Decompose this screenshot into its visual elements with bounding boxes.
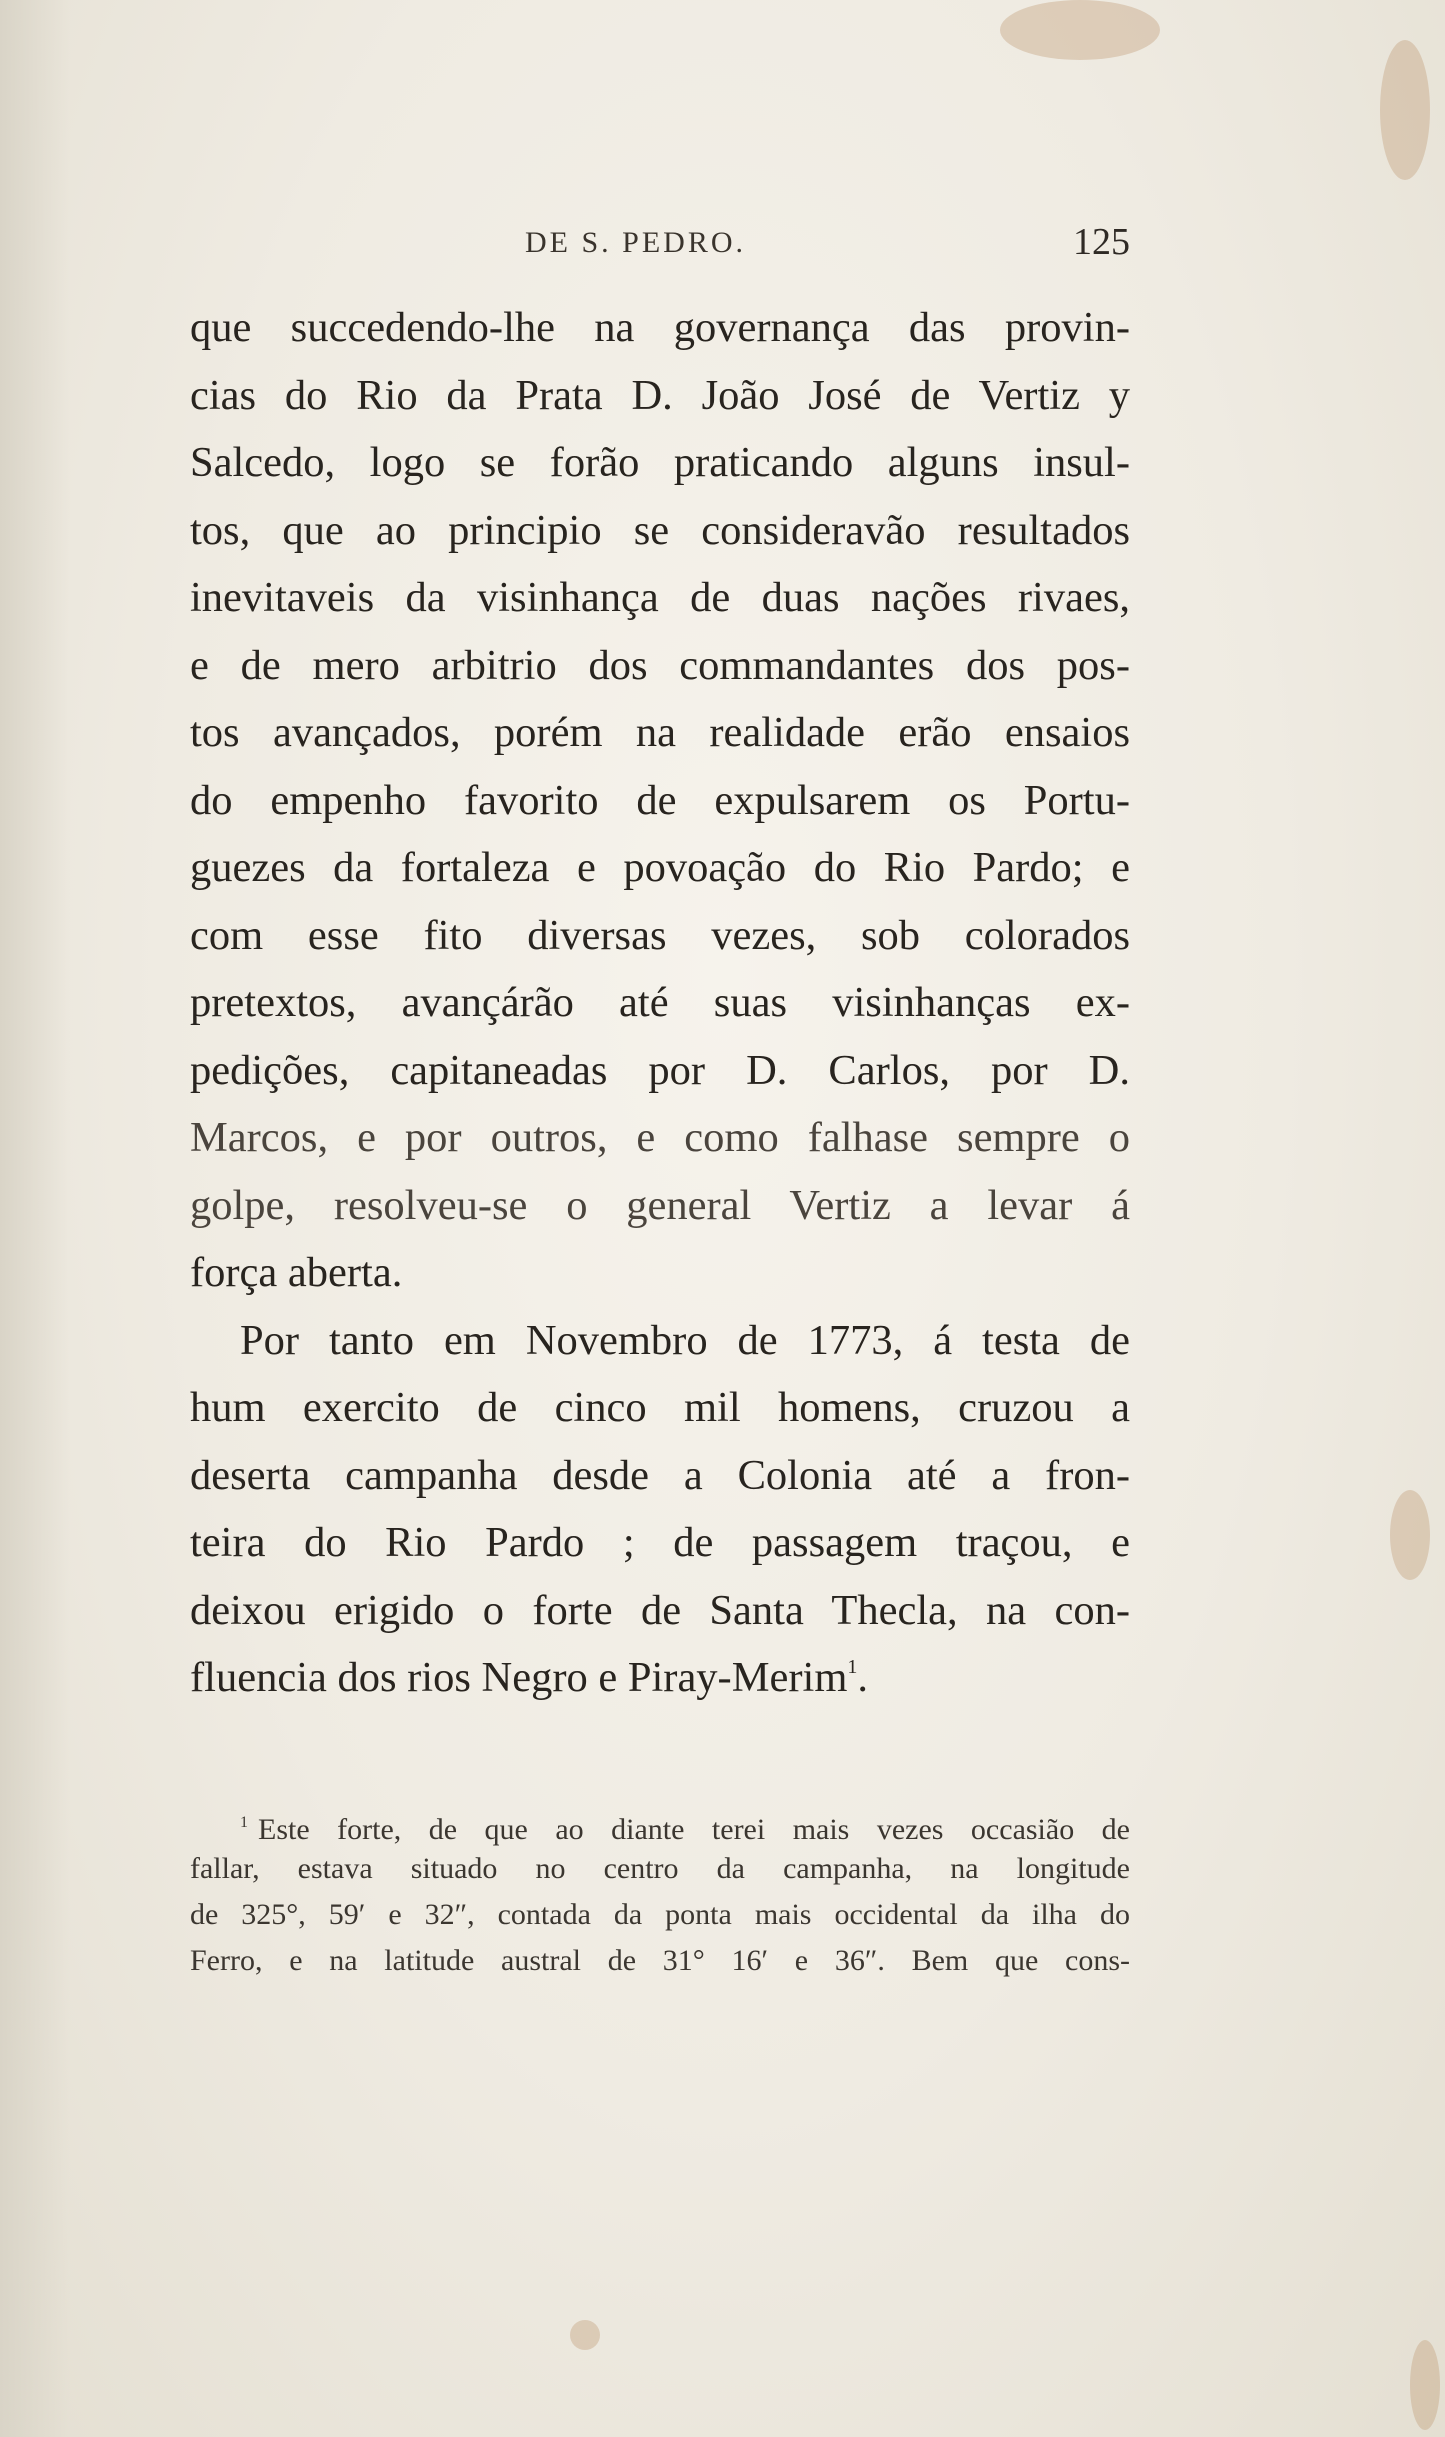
text-line: pretextos, avançárão até suas visinhanças ex- [190, 979, 1130, 1026]
text-line: pedições, capitaneadas por D. Carlos, por D. [190, 1046, 1130, 1094]
paper-stain [1380, 40, 1430, 180]
text-line: teira do Rio Pardo ; de passagem traçou, e [190, 1519, 1130, 1566]
text-line: guezes da fortaleza e povoação do Rio Pardo; e [190, 844, 1130, 891]
text-segment: fluencia dos rios Negro e Piray-Merim [190, 1654, 848, 1701]
footnote-marker: 1 [240, 1814, 248, 1831]
text-line: golpe, resolveu-se o general Vertiz a levar á [190, 1181, 1130, 1229]
paper-stain [570, 2320, 600, 2350]
text-line: tos avançados, porém na realidade erão ensaios [190, 709, 1130, 756]
page-edge-shadow [0, 0, 70, 2437]
text-line: Por tanto em Novembro de 1773, á testa de [240, 1316, 1130, 1364]
text-line: Salcedo, logo se forão praticando alguns insul- [190, 439, 1130, 486]
footnote-line: fallar, estava situado no centro da campanha, na longitude [190, 1852, 1130, 1885]
footnote-line [190, 1800, 1130, 1846]
text-line: deixou erigido o forte de Santa Thecla, na con- [190, 1586, 1130, 1634]
page-header [190, 221, 1130, 266]
body-text [190, 294, 1130, 1712]
running-head: DE S. PEDRO. [525, 226, 747, 259]
footnote-line: de 325°, 59′ e 32″, contada da ponta mais occidental da ilha do [190, 1898, 1130, 1931]
text-line: e de mero arbitrio dos commandantes dos pos- [190, 641, 1130, 689]
text-line: hum exercito de cinco mil homens, cruzou a [190, 1384, 1130, 1431]
text-line: Marcos, e por outros, e como falhase sempre o [190, 1114, 1130, 1161]
text-line: com esse fito diversas vezes, sob colorados [190, 911, 1130, 959]
paper-stain [1410, 2340, 1440, 2430]
text-line [190, 1644, 1130, 1712]
text-line: do empenho favorito de expulsarem os Portu- [190, 776, 1130, 824]
text-line: deserta campanha desde a Colonia até a fron- [190, 1451, 1130, 1499]
text-line: inevitaveis da visinhança de duas nações rivaes, [190, 574, 1130, 621]
text-line: que succedendo-lhe na governança das provin- [190, 304, 1130, 351]
paper-stain [1390, 1490, 1430, 1580]
text-line: tos, que ao principio se consideravão resultados [190, 506, 1130, 554]
text-segment: . [857, 1654, 869, 1701]
footnote-reference: 1 [847, 1656, 858, 1678]
paper-stain [1000, 0, 1160, 60]
footnote [190, 1800, 1130, 1984]
text-line: força aberta. [190, 1249, 403, 1296]
page-number: 125 [1073, 221, 1130, 263]
text-line: cias do Rio da Prata D. João José de Vertiz y [190, 371, 1130, 419]
footnote-line: Ferro, e na latitude austral de 31° 16′ e 36″. Bem que cons- [190, 1944, 1130, 1977]
footnote-text: Este forte, de que ao diante terei mais vezes occasião de [258, 1813, 1130, 1846]
